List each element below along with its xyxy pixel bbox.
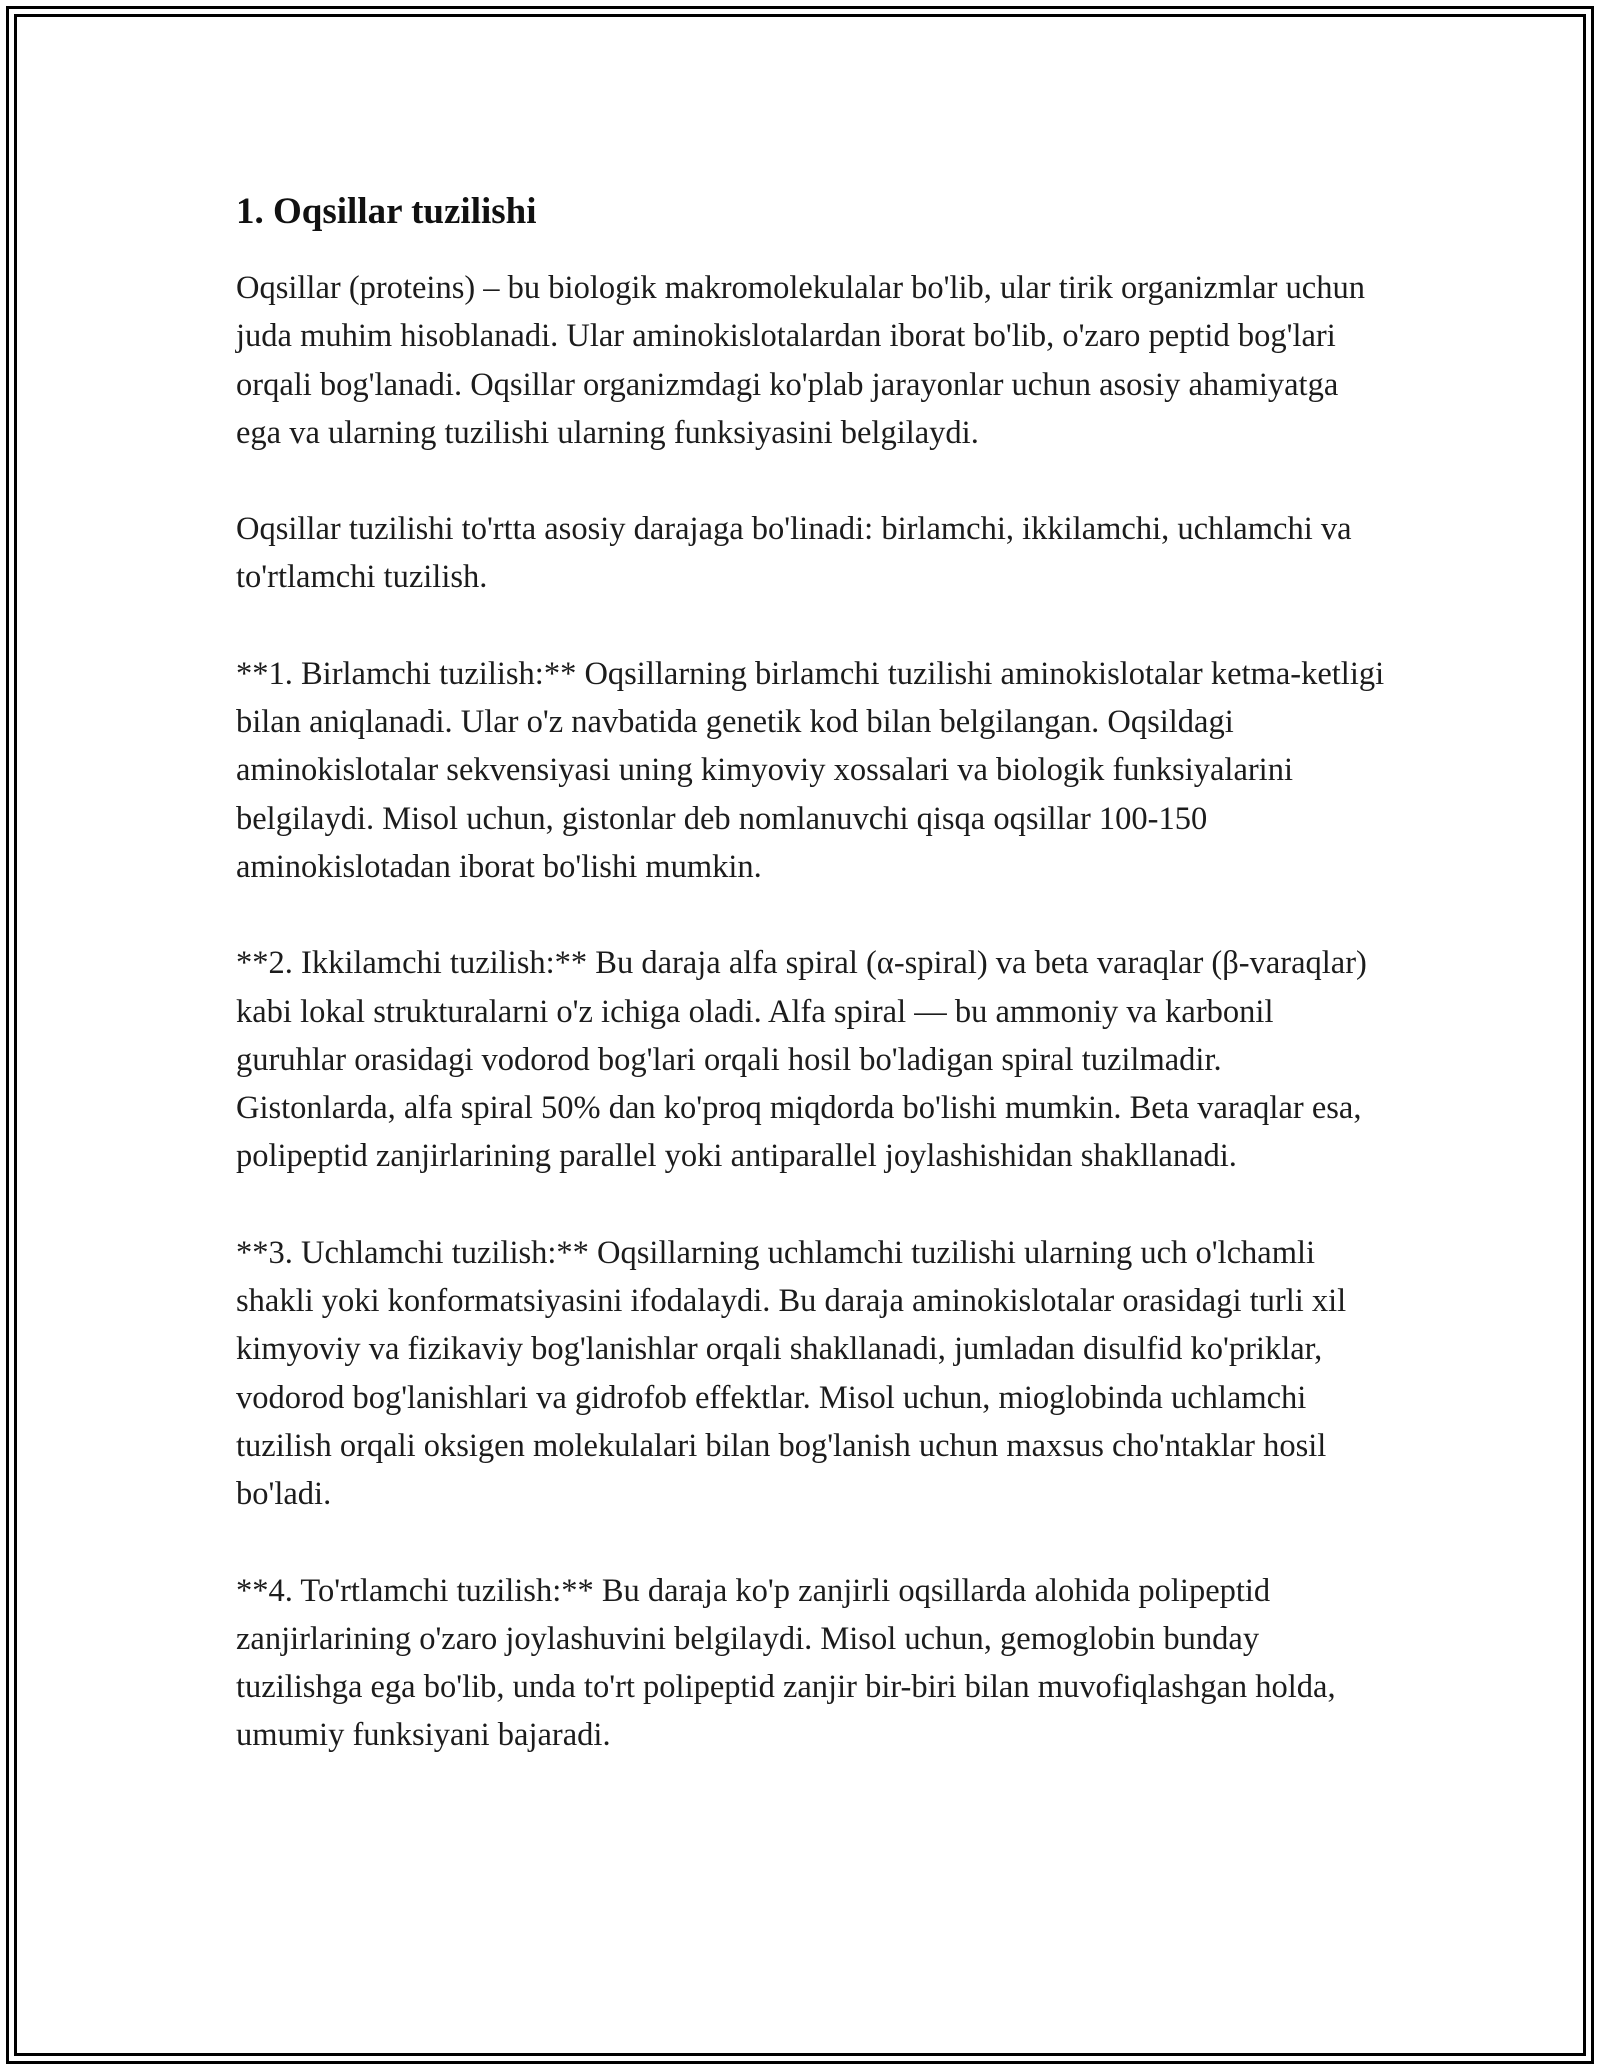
paragraph-secondary-structure: **2. Ikkilamchi tuzilish:** Bu daraja alfa spiral (α-spiral) va beta varaqlar (β-varaqlar) kabi lokal strukturalarni o'z ichiga oladi. Alfa spiral — bu ammoniy va karbonil guruhlar orasidagi vodorod bog'lari orqali hosil bo'ladigan spiral tuzilmadir. Gistonlarda, alfa spiral 50% dan ko'proq miqdorda bo'lishi mumkin. Beta varaqlar esa, polipeptid zanjirlarining parallel yoki antiparallel joylashishidan shakllanadi. bbox=[236, 945, 1367, 1175]
paragraph-tertiary-structure: **3. Uchlamchi tuzilish:** Oqsillarning uchlamchi tuzilishi ularning uch o'lchamli shakli yoki konformatsiyasini ifodalaydi. Bu daraja aminokislotalar orasidagi turli xil kimyoviy va fizikaviy bog'lanishlar orqali shakllanadi, jumladan disulfid ko'priklar, vodorod bog'lanishlari va gidrofob effektlar. Misol uchun, mioglobinda uchlamchi tuzilish orqali oksigen molekulalari bilan bog'lanish uchun maxsus cho'ntaklar hosil bo'ladi. bbox=[236, 1234, 1347, 1513]
paragraph-quaternary-structure: **4. To'rtlamchi tuzilish:** Bu daraja ko'p zanjirli oqsillarda alohida polipeptid zanjirlarining o'zaro joylashuvini belgilaydi. Misol uchun, gemoglobin bunday tuzilishga ega bo'lib, unda to'rt polipeptid zanjir bir-biri bilan muvofiqlashgan holda, umumiy funksiyani bajaradi. bbox=[236, 1572, 1336, 1754]
paragraph-intro: Oqsillar (proteins) – bu biologik makromolekulalar bo'lib, ular tirik organizmlar uchun juda muhim hisoblanadi. Ular aminokislotalardan iborat bo'lib, o'zaro peptid bog'lari orqali bog'lanadi. Oqsillar organizmdagi ko'plab jarayonlar uchun asosiy ahamiyatga ega va ularning tuzilishi ularning funksiyasini belgilaydi. bbox=[236, 270, 1365, 451]
paragraph-primary-structure: **1. Birlamchi tuzilish:** Oqsillarning birlamchi tuzilishi aminokislotalar ketma-ketligi bilan aniqlanadi. Ular o'z navbatida genetik kod bilan belgilangan. Oqsildagi aminokislotalar sekvensiyasi uning kimyoviy xossalari va biologik funksiyalarini belgilaydi. Misol uchun, gistonlar deb nomlanuvchi qisqa oqsillar 100-150 aminokislotadan iborat bo'lishi mumkin. bbox=[236, 655, 1385, 885]
section-heading: 1. Oqsillar tuzilishi bbox=[236, 191, 537, 232]
paragraph-levels-overview: Oqsillar tuzilishi to'rtta asosiy darajaga bo'linadi: birlamchi, ikkilamchi, uchlamchi va to'rtlamchi tuzilish. bbox=[236, 511, 1352, 596]
document-body bbox=[236, 186, 1386, 1808]
